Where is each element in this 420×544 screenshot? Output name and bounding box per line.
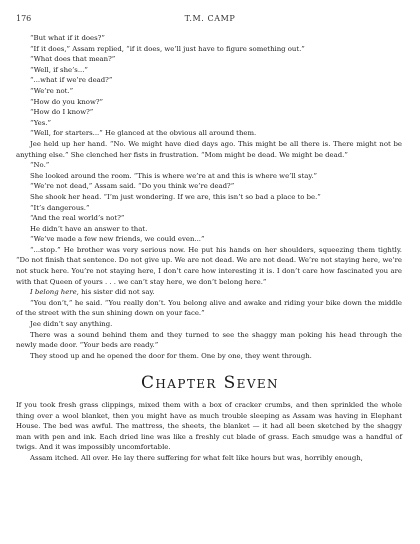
chapter-text [16,400,402,464]
paragraph: They stood up and he opened the door for them. One by one, they went through. [30,351,312,360]
paragraph: Jee didn’t say anything. [30,320,113,329]
paragraph: She shook her head. “I’m just wondering. If we are, this isn’t so bad a place to be.” [30,192,321,201]
paragraph: Jee held up her hand. “No. We might have died days ago. This might be all there is. There might not be anything else.” She clenched her fists in frustration. “Mom might be dead. We might be dead.” [16,139,402,159]
paragraph: “...what if we’re dead?” [30,76,113,85]
paragraph: “It’s dangerous.” [30,203,90,212]
paragraph: She looked around the room. “This is where we’re at and this is where we’ll stay.” [30,171,318,180]
paragraph: “Well, if she’s...” [30,65,88,74]
body-text [16,33,402,361]
paragraph-italic [16,287,402,298]
paragraph: If you took fresh grass clippings, mixed them with a box of cracker crumbs, and then sprinkled the whole thing over a wool blanket, then you might have as much trouble sleeping as Assam was having in Elephant House. The bed was awful. The mattress, the sheets, the blanket — it had all been sketched by the shaggy man with pen and ink. Each dried line was like a freshly cut blade of grass. Each smudge was a handful of twigs. And it was impossibly uncomfortable. [16,401,402,452]
paragraph: He didn’t have an answer to that. [30,224,148,233]
paragraph: “...stop.” He brother was very serious now. He put his hands on her shoulders, squeezing them tightly. “Do not finish that sentence. Do not give up. We are not dead. We are not dead. We’re not staying here, we’re not stuck here. You’re not staying here, I don’t care how interesting it is. I don’t care how fascinated you are with that Queen of yours . . . we can’t stay here, we don’t belong here.” [16,245,402,286]
paragraph: “How do I know?” [30,108,94,117]
running-head: T.M. CAMP [184,14,236,23]
paragraph: “If it does,” Assam replied, “if it does, we’ll just have to figure something out.” [30,44,305,53]
paragraph: “How do you know?” [30,97,104,106]
paragraph: “Well, for starters...” He glanced at the obvious all around them. [30,129,257,138]
paragraph: “We’ve made a few new friends, we could even...” [30,235,205,244]
paragraph: “Yes.” [30,118,51,127]
paragraph: “You don’t,” he said. “You really don’t. You belong alive and awake and riding your bike down the middle of the street with the sun shining down on your face.” [16,298,402,318]
page-header [16,14,404,26]
italic-phrase: I belong here, [30,288,79,297]
paragraph: “We’re not.” [30,86,74,95]
paragraph: “We’re not dead,” Assam said. “Do you think we’re dead?” [30,182,235,191]
paragraph: “No.” [30,161,50,170]
paragraph: Assam itched. All over. He lay there suffering for what felt like hours but was, horribly enough, [30,453,363,462]
chapter-title: Chapter Seven [141,373,279,393]
paragraph: “And the real world’s not?” [30,214,125,223]
page-number: 176 [16,14,32,23]
paragraph: “But what if it does?” [30,34,105,42]
paragraph: “What does that mean?” [30,55,116,64]
paragraph-rest: his sister did not say. [78,288,155,297]
paragraph: There was a sound behind them and they turned to see the shaggy man poking his head through the newly made door. “Your beds are ready.” [16,330,402,350]
